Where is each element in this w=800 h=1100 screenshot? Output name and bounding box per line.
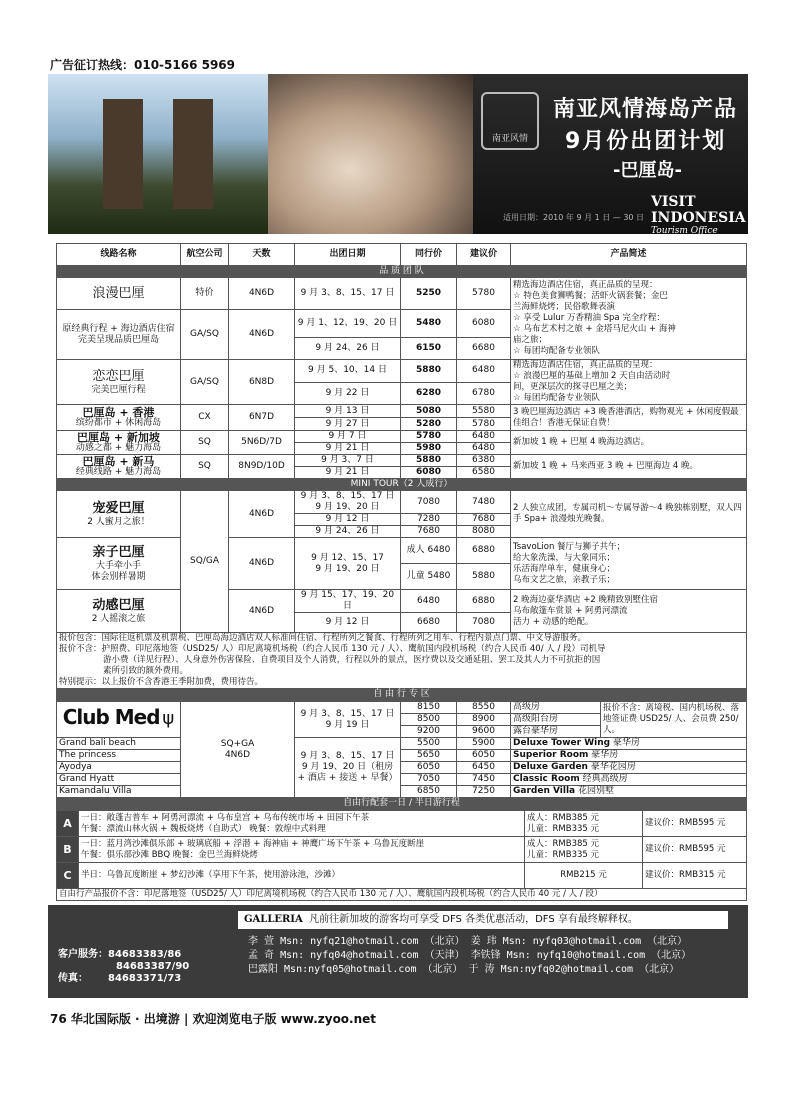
banner-destination: -巴厘岛- xyxy=(613,160,682,181)
trip-suggest-price: 建议价：RMB595 元 xyxy=(643,811,747,837)
retail-price: 6780 xyxy=(457,382,511,405)
room-type: 高级阳台房 xyxy=(511,714,601,726)
route-desc: 3 晚巴厘海边酒店 +3 晚香港酒店，购物观光 + 休闲度假最佳组合！香港无保证自费！ xyxy=(511,405,747,431)
trip-price: RMB215 元 xyxy=(525,863,643,889)
retail-price: 6880 xyxy=(457,538,511,564)
trade-price: 5500 xyxy=(401,738,457,750)
retail-price: 6480 xyxy=(457,360,511,383)
trade-price: 6280 xyxy=(401,382,457,405)
days: 4N6D xyxy=(229,278,295,310)
airline: 特价 xyxy=(181,278,229,310)
col-trade-price: 同行价 xyxy=(401,244,457,266)
trip-label: A xyxy=(57,811,79,837)
spa-photo xyxy=(268,74,473,234)
contact-list: 李 萱 Msn: nyfq21@hotmail.com （北京） 姜 玮 Msn: nyfq03@hotmail.com （北京） 孟 奇 Msn: nyfq04@hotmail.com （天津） 李铁锋 Msn: nyfq10@hotmail.com （北京） 巴露阳 Msn:nyfq05@hotmail.com （北京） 于 涛 Msn:nyfq02@hotmail.com （北京） xyxy=(248,936,692,975)
retail-price: 6480 xyxy=(457,443,511,455)
days: 4N6D xyxy=(229,310,295,360)
trade-price: 8500 xyxy=(401,714,457,726)
retail-price: 8550 xyxy=(457,702,511,714)
trade-price: 5480 xyxy=(401,310,457,338)
retail-price: 7680 xyxy=(457,514,511,526)
col-route: 线路名称 xyxy=(57,244,181,266)
retail-price: 5780 xyxy=(457,418,511,431)
room-type: 高级房 xyxy=(511,702,601,714)
room-type: Superior Room 豪华房 xyxy=(511,750,747,762)
brand-logo: 南亚风情 xyxy=(481,92,539,150)
route-desc: 新加坡 1 晚 + 巴厘 4 晚海边酒店。 xyxy=(511,431,747,455)
days: 8N9D/10D xyxy=(229,455,295,479)
dfs-banner: GALLERIA 凡前往新加坡的游客均可享受 DFS 各类优惠活动，DFS 享有最终解释权。 xyxy=(238,911,728,929)
depart-date: 9 月 27 日 xyxy=(295,418,401,431)
depart-date: 9 月 3、8、15、17 日 9 月 19、20 日（租房 + 酒店 + 接送 + 早餐） xyxy=(295,738,401,798)
retail-price: 6380 xyxy=(457,455,511,467)
col-desc: 产品简述 xyxy=(511,244,747,266)
room-type: Deluxe Garden 豪华花园房 xyxy=(511,762,747,774)
route-name: 恋恋巴厘 完美巴厘行程 xyxy=(57,360,181,405)
tour-table xyxy=(56,243,746,901)
trade-price: 5880 xyxy=(401,360,457,383)
free-air-days: SQ+GA 4N6D xyxy=(181,702,295,798)
route-name: 亲子巴厘 大手牵小手 体会别样暑期 xyxy=(57,538,181,590)
depart-date: 9 月 5、10、14 日 xyxy=(295,360,401,383)
trade-price: 5880 xyxy=(401,455,457,467)
trade-price: 6050 xyxy=(401,762,457,774)
depart-date: 9 月 13 日 xyxy=(295,405,401,418)
retail-price: 7480 xyxy=(457,491,511,514)
retail-price: 7080 xyxy=(457,613,511,633)
trip-price: 成人：RMB385 元 儿童：RMB335 元 xyxy=(525,811,643,837)
trip-desc: 一日：敞蓬吉普车 + 阿勇河漂流 + 乌布皇宫 + 乌布传统市场 + 田园下午茶 午餐：漂流山林火锅 + 魏板烧烤（自助式） 晚餐：敦煌中式料理 xyxy=(79,811,525,837)
retail-price: 9600 xyxy=(457,726,511,738)
depart-date: 9 月 21 日 xyxy=(295,467,401,479)
route-desc: 2 晚海边豪华酒店 +2 晚精致别墅住宿 乌布敞篷车赏景 + 阿勇河漂流 活力 + 动感的绝配。 xyxy=(511,590,747,633)
trade-price: 7080 xyxy=(401,491,457,514)
col-retail-price: 建议价 xyxy=(457,244,511,266)
room-type: Deluxe Tower Wing 豪华房 xyxy=(511,738,747,750)
depart-date: 9 月 3、7 日 xyxy=(295,455,401,467)
trade-price: 5280 xyxy=(401,418,457,431)
col-airline: 航空公司 xyxy=(181,244,229,266)
retail-price: 6680 xyxy=(457,338,511,360)
hotel-name: Kamandalu Villa xyxy=(57,786,181,798)
trade-price: 6080 xyxy=(401,467,457,479)
trade-price: 6850 xyxy=(401,786,457,798)
depart-date: 9 月 12 日 xyxy=(295,514,401,526)
visit-indonesia-logo: VISIT INDONESIA Tourism Office xyxy=(651,194,746,234)
route-name: 浪漫巴厘 xyxy=(57,278,181,310)
airline: CX xyxy=(181,405,229,431)
trade-price: 5650 xyxy=(401,750,457,762)
route-name: 宠爱巴厘 2 人蜜月之旅！ xyxy=(57,491,181,538)
days: 5N6D/7D xyxy=(229,431,295,455)
room-type: Garden Villa 花园别墅 xyxy=(511,786,747,798)
airline: GA/SQ xyxy=(181,310,229,360)
room-type: Classic Room 经典高级房 xyxy=(511,774,747,786)
airline: SQ xyxy=(181,455,229,479)
banner-title-panel xyxy=(473,74,748,234)
airline: GA/SQ xyxy=(181,360,229,405)
route-name: 动感巴厘 2 人摇滚之旅 xyxy=(57,590,181,633)
retail-price: 6450 xyxy=(457,762,511,774)
trip-suggest-price: 建议价：RMB315 元 xyxy=(643,863,747,889)
depart-date: 9 月 3、8、15、17 日 9 月 19、20 日 xyxy=(295,491,401,514)
depart-date: 9 月 3、8、15、17 日 9 月 19 日 xyxy=(295,702,401,738)
retail-price: 5880 xyxy=(457,564,511,590)
route-desc: 精选海边酒店住宿，真正品质的呈现： ☆ 特色美食狮鸭餐；活虾火锅套餐；金巴 兰海鲜烧烤；民俗歌舞表演 ☆ 享受 Lulur 万香精油 Spa 完全疗程： ☆ 乌布艺术村之旅 + 金塔马尼火山 + 海神 庙之旅； ☆ 每团均配备专业领队 xyxy=(511,278,747,360)
col-days: 天数 xyxy=(229,244,295,266)
room-type: 露台豪华房 xyxy=(511,726,601,738)
ad-hotline: 广告征订热线：010-5166 5969 xyxy=(50,58,236,72)
airline: SQ xyxy=(181,431,229,455)
depart-date: 9 月 3、8、15、17 日 xyxy=(295,278,401,310)
contact-footer xyxy=(48,905,748,998)
section-quality: 品 质 团 队 xyxy=(57,266,747,278)
route-sub: 原经典行程 + 海边酒店住宿 完美呈现品质巴厘岛 xyxy=(57,310,181,360)
page-footer: 76 华北国际版 · 出境游 | 欢迎浏览电子版 www.zyoo.net xyxy=(50,1012,377,1026)
trade-price: 7050 xyxy=(401,774,457,786)
trade-price: 5080 xyxy=(401,405,457,418)
section-day-trips: 自由行配套一日 / 半日游行程 xyxy=(57,798,747,810)
retail-price: 5780 xyxy=(457,278,511,310)
col-dates: 出团日期 xyxy=(295,244,401,266)
days: 6N8D xyxy=(229,360,295,405)
retail-price: 7450 xyxy=(457,774,511,786)
route-name: 巴厘岛 + 新加坡 动感之都 + 魅力海岛 xyxy=(57,431,181,455)
route-desc: 新加坡 1 晚 + 马来西亚 3 晚 + 巴厘海边 4 晚。 xyxy=(511,455,747,479)
temple-photo xyxy=(48,74,268,234)
trade-price: 8150 xyxy=(401,702,457,714)
retail-price: 6480 xyxy=(457,431,511,443)
service-block: 客户服务：84683383/86 84683387/90 传真： 84683371/73 xyxy=(58,949,190,984)
retail-price: 5900 xyxy=(457,738,511,750)
header-banner xyxy=(48,74,748,234)
depart-date: 9 月 12、15、17 9 月 19、20 日 xyxy=(295,538,401,590)
trade-price: 6680 xyxy=(401,613,457,633)
trip-label: C xyxy=(57,863,79,889)
free-travel-note: 自由行产品报价不含：印尼落地签（USD25/ 人）印尼离境机场税（约合人民币 130 元 / 人）、鹰航国内段机场税（约合人民币 40 元 / 人 / 段） xyxy=(57,889,747,901)
hotel-name: Ayodya xyxy=(57,762,181,774)
retail-price: 5580 xyxy=(457,405,511,418)
trade-price: 6480 xyxy=(401,590,457,613)
valid-dates: 适用日期：2010 年 9 月 1 日 — 30 日 xyxy=(503,213,645,222)
trip-desc: 半日：乌鲁瓦度断崖 + 梦幻沙滩（享用下午茶，使用游泳池，沙滩） xyxy=(79,863,525,889)
trip-price: 成人：RMB385 元 儿童：RMB335 元 xyxy=(525,837,643,863)
depart-date: 9 月 7 日 xyxy=(295,431,401,443)
retail-price: 7250 xyxy=(457,786,511,798)
days: 6N7D xyxy=(229,405,295,431)
trade-price: 5250 xyxy=(401,278,457,310)
days: 4N6D xyxy=(229,590,295,633)
price-notes: 报价包含：国际往返机票及机票税、巴厘岛海边酒店双人标准间住宿、行程所列之餐食、行程所列之用车、行程内景点门票、中文导游服务。 报价不含：护照费、印尼落地签（USD25/ 人）印尼离境机场税（约合人民币 130 元 / 人）、鹰航国内段机场税（约合人民币 40/ 人 / 段）司机导 游小费（详见行程）、人身意外伤害保险、自费项目及个人消费，行程以外的景点，医疗费以及交通延阻、罢工及其人力不可抗拒的因 素所引致的额外费用。 特别提示：以上报价不含香港王季附加费，费用待告。 xyxy=(57,633,747,689)
trade-price: 5980 xyxy=(401,443,457,455)
clubmed-logo: Club Med ψ xyxy=(57,702,181,738)
hotel-name: Grand Hyatt xyxy=(57,774,181,786)
trip-suggest-price: 建议价：RMB595 元 xyxy=(643,837,747,863)
trade-price: 7680 xyxy=(401,526,457,538)
retail-price: 6580 xyxy=(457,467,511,479)
banner-title: 南亚风情海岛产品 xyxy=(553,97,738,122)
route-desc: 2 人独立成团，专属司机～专属导游～4 晚独栋别墅，双人四手 Spa+ 浪漫烛光晚餐。 xyxy=(511,491,747,538)
clubmed-note: 报价不含：离境税、国内机场税、落地签证费 USD25/ 人、会员费 250/ 人。 xyxy=(601,702,747,738)
airline: SQ/GA xyxy=(181,491,229,633)
trade-price: 9200 xyxy=(401,726,457,738)
route-name: 巴厘岛 + 新马 经典线路 + 魅力海岛 xyxy=(57,455,181,479)
retail-price: 8080 xyxy=(457,526,511,538)
depart-date: 9 月 24、26 日 xyxy=(295,526,401,538)
trade-price: 7280 xyxy=(401,514,457,526)
retail-price: 8900 xyxy=(457,714,511,726)
depart-date: 9 月 1、12、19、20 日 xyxy=(295,310,401,338)
depart-date: 9 月 22 日 xyxy=(295,382,401,405)
trade-price: 5780 xyxy=(401,431,457,443)
trade-price: 6150 xyxy=(401,338,457,360)
hotel-name: Grand bali beach xyxy=(57,738,181,750)
hotel-name: The princess xyxy=(57,750,181,762)
route-desc: TsavoLion 餐厅与狮子共午； 给大象洗澡，与大象同乐； 乐活海岸单车，健康身心； 乌布文艺之旅，亲教子乐； xyxy=(511,538,747,590)
route-name: 巴厘岛 + 香港 缤纷都市 + 休闲海岛 xyxy=(57,405,181,431)
trade-price: 儿童 5480 xyxy=(401,564,457,590)
days: 4N6D xyxy=(229,491,295,538)
days: 4N6D xyxy=(229,538,295,590)
depart-date: 9 月 21 日 xyxy=(295,443,401,455)
trip-label: B xyxy=(57,837,79,863)
retail-price: 6080 xyxy=(457,310,511,338)
depart-date: 9 月 12 日 xyxy=(295,613,401,633)
trade-price: 成人 6480 xyxy=(401,538,457,564)
banner-subtitle: 9月份出团计划 xyxy=(565,129,727,154)
retail-price: 6880 xyxy=(457,590,511,613)
retail-price: 6050 xyxy=(457,750,511,762)
route-desc: 精选海边酒店住宿，真正品质的呈现： ☆ 浪漫巴厘的基础上增加 2 天自由活动时 间，更深层次的探寻巴厘之美； ☆ 每团均配备专业领队 xyxy=(511,360,747,405)
section-mini-tour: MINI TOUR（2 人成行） xyxy=(57,479,747,491)
depart-date: 9 月 24、26 日 xyxy=(295,338,401,360)
trip-desc: 一日：蓝月湾沙滩俱乐部 + 玻璃底船 + 浮潜 + 海神庙 + 神鹰广场下午茶 + 乌鲁瓦度断崖 午餐：俱乐部沙滩 BBQ 晚餐：金巴兰海鲜烧烤 xyxy=(79,837,525,863)
section-free-travel: 自 由 行 专 区 xyxy=(57,689,747,701)
depart-date: 9 月 15、17、19、20 日 xyxy=(295,590,401,613)
